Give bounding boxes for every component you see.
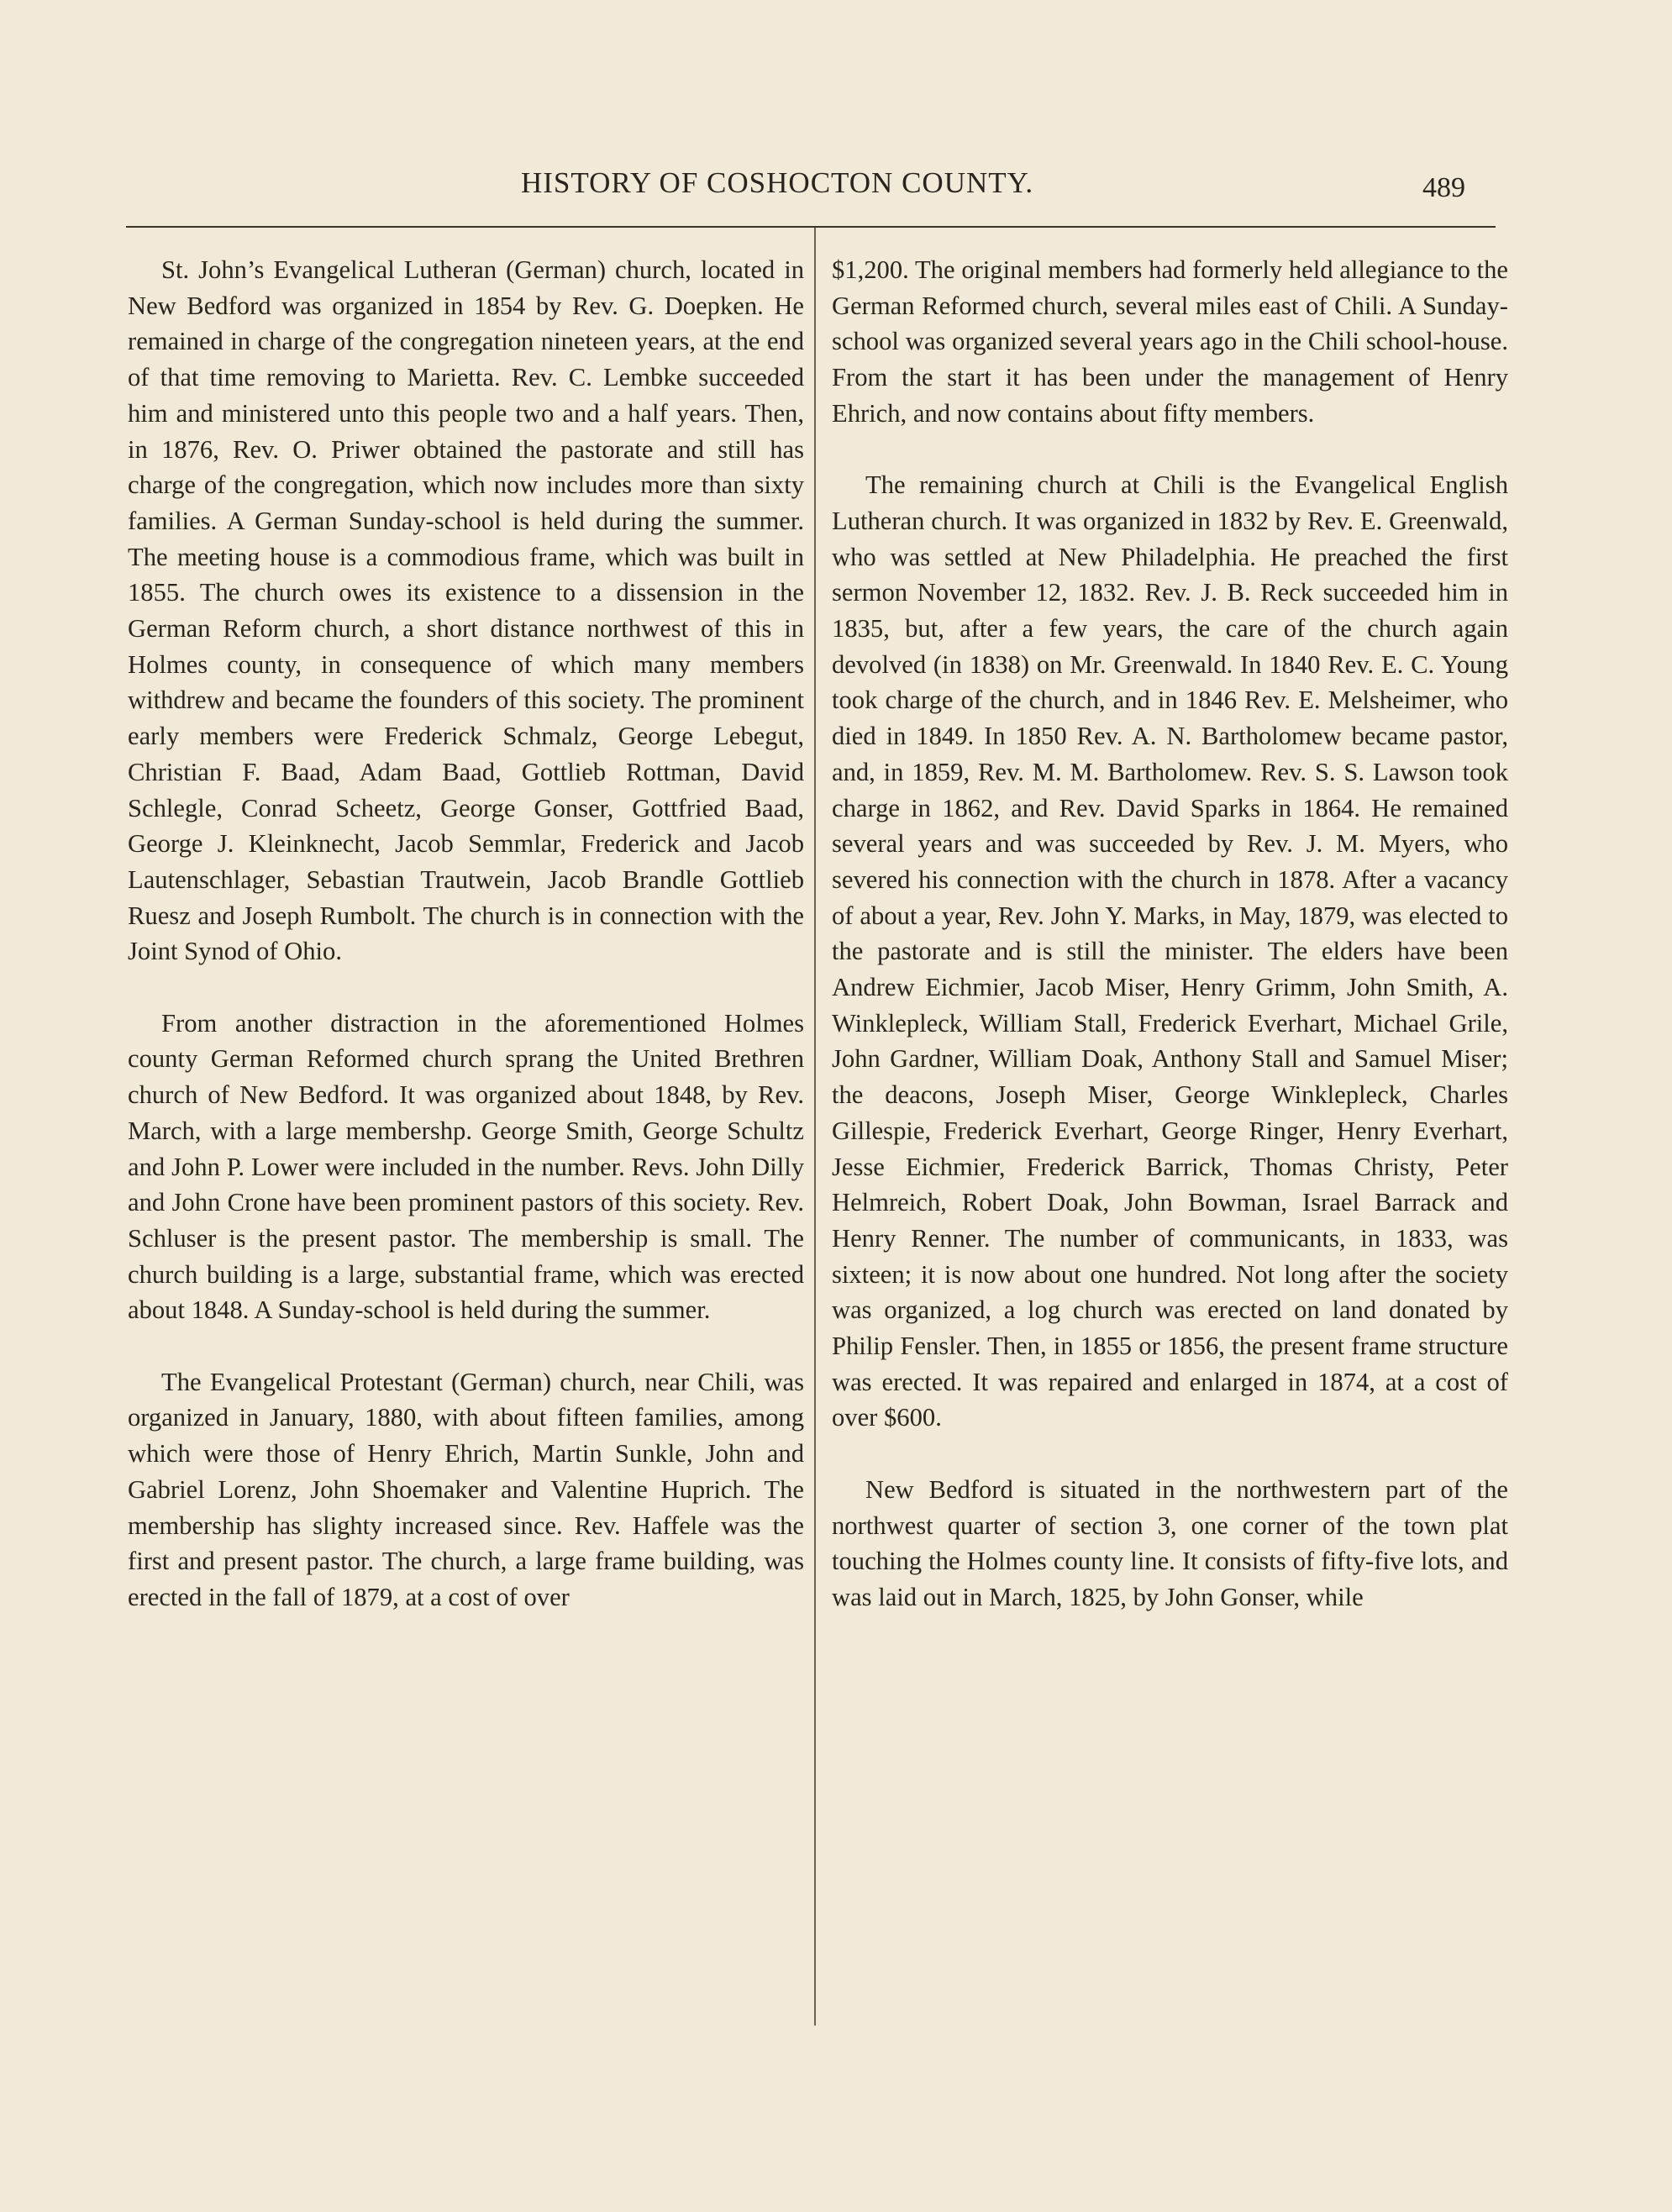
paragraph-continuation: $1,200. The original members had formerly held allegiance to the German Reformed church, several miles east of Chili. A Sunday-school was organized several years ago in the Chili school-house. From the start it has been under the management of Henry Ehrich, and now contains about fifty members.	[832, 255, 1508, 428]
left-column	[128, 252, 804, 1616]
header-rule	[126, 226, 1496, 228]
paragraph-st-johns-church: St. John’s Evangelical Lutheran (German) church, located in New Bedford was organized in 1854 by Rev. G. Doepken. He remained in charge of the congregation nineteen years, at the end of that time removing to Marietta. Rev. C. Lembke succeeded him and ministered unto this people two and a half years. Then, in 1876, Rev. O. Priwer obtained the pastorate and still has charge of the congregation, which now includes more than sixty families. A German Sunday-school is held during the summer. The meeting house is a commodious frame, which was built in 1855. The church owes its existence to a dissension in the German Reform church, a short distance northwest of this in Holmes county, in consequence of which many members withdrew and became the founders of this society. The prominent early members were Frederick Schmalz, George Lebegut, Christian F. Baad, Adam Baad, Gottlieb Rottman, David Schlegle, Conrad Scheetz, George Gonser, Gottfried Baad, George J. Kleinknecht, Jacob Semmlar, Frederick and Jacob Lautenschlager, Sebastian Trautwein, Jacob Brandle Gottlieb Ruesz and Joseph Rumbolt. The church is in connection with the Joint Synod of Ohio.	[128, 255, 804, 966]
column-divider	[814, 228, 816, 2025]
right-column	[832, 252, 1508, 1616]
paragraph-united-brethren: From another distraction in the aforementioned Holmes county German Reformed church sprang the United Brethren church of New Bedford. It was organized about 1848, by Rev. March, with a large membershp. George Smith, George Schultz and John P. Lower were included in the number. Revs. John Dilly and John Crone have been prominent pastors of this society. Rev. Schluser is the present pastor. The membership is small. The church building is a large, substantial frame, which was erected about 1848. A Sunday-school is held during the summer.	[128, 1008, 804, 1325]
running-head: HISTORY OF COSHOCTON COUNTY.	[521, 166, 1034, 199]
paragraph-evangelical-protestant: The Evangelical Protestant (German) church, near Chili, was organized in January, 1880, with about fifteen families, among which were those of Henry Ehrich, Martin Sunkle, John and Gabriel Lorenz, John Shoemaker and Valentine Huprich. The membership has slighty increased since. Rev. Haffele was the first and present pastor. The church, a large frame building, was erected in the fall of 1879, at a cost of over	[128, 1367, 804, 1611]
paragraph-english-lutheran: The remaining church at Chili is the Evangelical English Lutheran church. It was organized in 1832 by Rev. E. Greenwald, who was settled at New Philadelphia. He preached the first sermon November 12, 1832. Rev. J. B. Reck succeeded him in 1835, but, after a few years, the care of the church again devolved (in 1838) on Mr. Greenwald. In 1840 Rev. E. C. Young took charge of the church, and in 1846 Rev. E. Melsheimer, who died in 1849. In 1850 Rev. A. N. Bartholomew became pastor, and, in 1859, Rev. M. M. Bartholomew. Rev. S. S. Lawson took charge in 1862, and Rev. David Sparks in 1864. He remained several years and was succeeded by Rev. J. M. Myers, who severed his connection with the church in 1878. After a vacancy of about a year, Rev. John Y. Marks, in May, 1879, was elected to the pastorate and is still the minister. The elders have been Andrew Eichmier, Jacob Miser, Henry Grimm, John Smith, A. Winklepleck, William Stall, Frederick Everhart, Michael Grile, John Gardner, William Doak, Anthony Stall and Samuel Miser; the deacons, Joseph Miser, George Winklepleck, Charles Gillespie, Frederick Everhart, George Ringer, Henry Everhart, Jesse Eichmier, Frederick Barrick, Thomas Christy, Peter Helmreich, Robert Doak, John Bowman, Israel Barrack and Henry Renner. The number of communicants, in 1833, was sixteen; it is now about one hundred. Not long after the society was organized, a log church was erected on land donated by Philip Fensler. Then, in 1855 or 1856, the present frame structure was erected. It was repaired and enlarged in 1874, at a cost of over $600.	[832, 470, 1508, 1432]
page-number: 489	[1422, 172, 1465, 203]
paragraph-new-bedford: New Bedford is situated in the northwestern part of the northwest quarter of section 3, one corner of the town plat touching the Holmes county line. It consists of fifty-five lots, and was laid out in March, 1825, by John Gonser, while	[832, 1474, 1508, 1611]
